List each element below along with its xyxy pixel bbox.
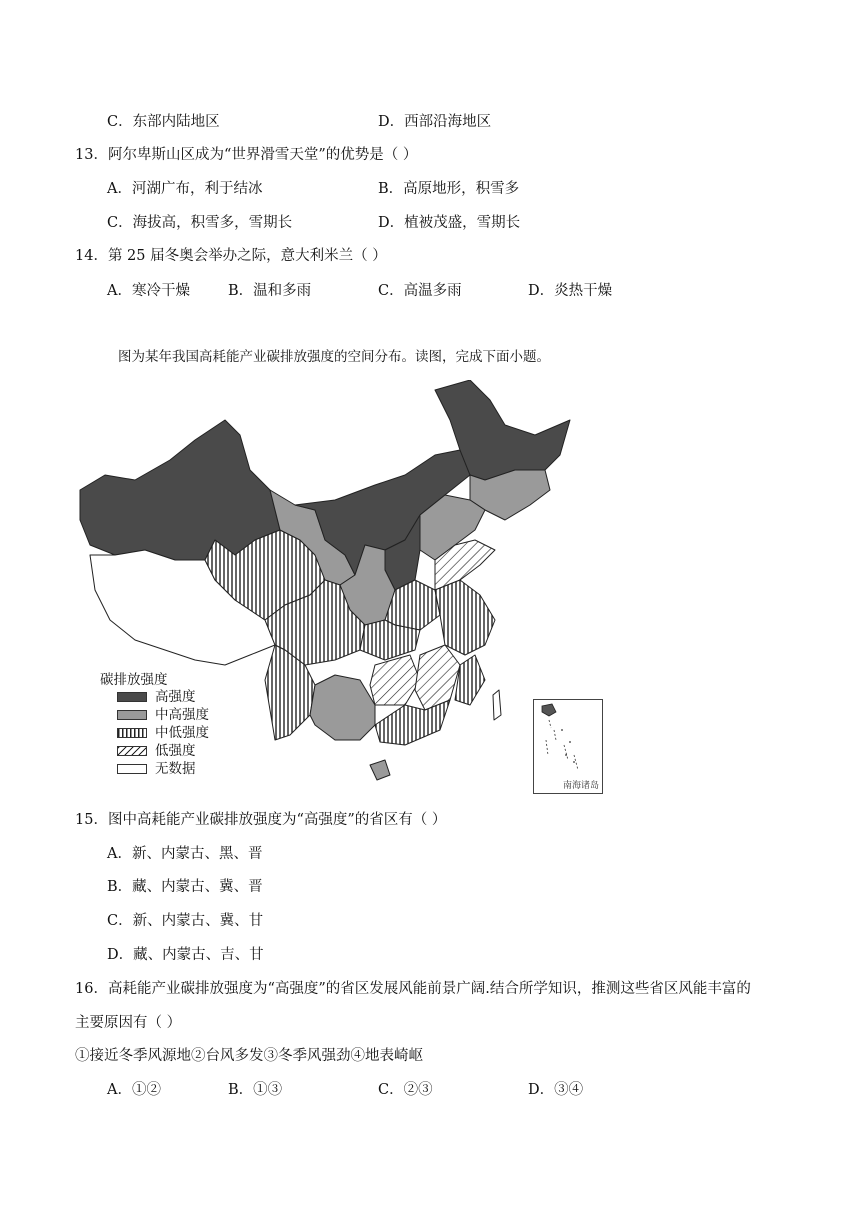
- region-guangxi: [310, 675, 375, 740]
- q14-stem: 14．第 25 届冬奥会举办之际，意大利米兰（ ）: [75, 248, 387, 264]
- q13-option-b: B．高原地形，积雪多: [378, 181, 520, 197]
- legend-swatch: [117, 710, 147, 720]
- q14-option-c: C．高温多雨: [378, 283, 462, 299]
- legend-swatch: [117, 764, 147, 774]
- region-taiwan: [493, 690, 501, 720]
- q13-stem: 13．阿尔卑斯山区成为“世界滑雪天堂”的优势是（ ）: [75, 147, 418, 163]
- region-hainan: [370, 760, 390, 780]
- region-fujian: [455, 655, 485, 705]
- q15-stem: 15．图中高耗能产业碳排放强度为“高强度”的省区有（ ）: [75, 812, 447, 828]
- q15-option-a: A．新、内蒙古、黑、晋: [107, 846, 263, 862]
- region-guangdong: [375, 700, 450, 745]
- q16-stem-line1: 16．高耗能产业碳排放强度为“高强度”的省区发展风能前景广阔.结合所学知识，推测这些省区风能丰富的: [75, 981, 751, 997]
- legend-swatch: [117, 746, 147, 756]
- q16-stem-line2: 主要原因有（ ）: [75, 1015, 182, 1031]
- q13-option-a: A．河湖广布，利于结冰: [107, 181, 263, 197]
- q15-option-c: C．新、内蒙古、冀、甘: [107, 913, 264, 929]
- legend-label: 中高强度: [155, 707, 209, 723]
- q16-option-d: D．③④: [528, 1082, 584, 1098]
- q16-statements: ①接近冬季风源地②台风多发③冬季风强劲④地表崎岖: [75, 1048, 423, 1064]
- region-jiangxi: [415, 645, 460, 710]
- legend-swatch: [117, 728, 147, 738]
- figure-intro: 图为某年我国高耗能产业碳排放强度的空间分布。读图，完成下面小题。: [118, 349, 550, 365]
- q15-option-b: B．藏、内蒙古、冀、晋: [107, 879, 263, 895]
- region-hunan: [370, 655, 420, 705]
- legend-label: 高强度: [155, 689, 196, 705]
- q15-option-d: D．藏、内蒙古、吉、甘: [107, 947, 264, 963]
- inset-label: 南海诸岛: [562, 781, 599, 791]
- q13-option-d: D．植被茂盛，雪期长: [378, 215, 521, 231]
- legend-swatch: [117, 692, 147, 702]
- q14-option-a: A．寒冷干燥: [107, 283, 190, 299]
- q12-option-d: D．西部沿海地区: [378, 114, 492, 130]
- q16-option-b: B．①③: [228, 1082, 283, 1098]
- south-china-sea-inset: [533, 699, 603, 794]
- q16-option-a: A．①②: [107, 1082, 161, 1098]
- region-east-coast: [435, 580, 495, 655]
- region-xinjiang: [80, 420, 280, 560]
- legend-label: 低强度: [155, 743, 196, 759]
- legend-title: 碳排放强度: [100, 672, 168, 688]
- q14-option-b: B．温和多雨: [228, 283, 312, 299]
- legend-label: 中低强度: [155, 725, 209, 741]
- q14-option-d: D．炎热干燥: [528, 283, 613, 299]
- legend-label: 无数据: [155, 761, 196, 777]
- q16-option-c: C．②③: [378, 1082, 433, 1098]
- q12-option-c: C．东部内陆地区: [107, 114, 220, 130]
- q13-option-c: C．海拔高，积雪多，雪期长: [107, 215, 293, 231]
